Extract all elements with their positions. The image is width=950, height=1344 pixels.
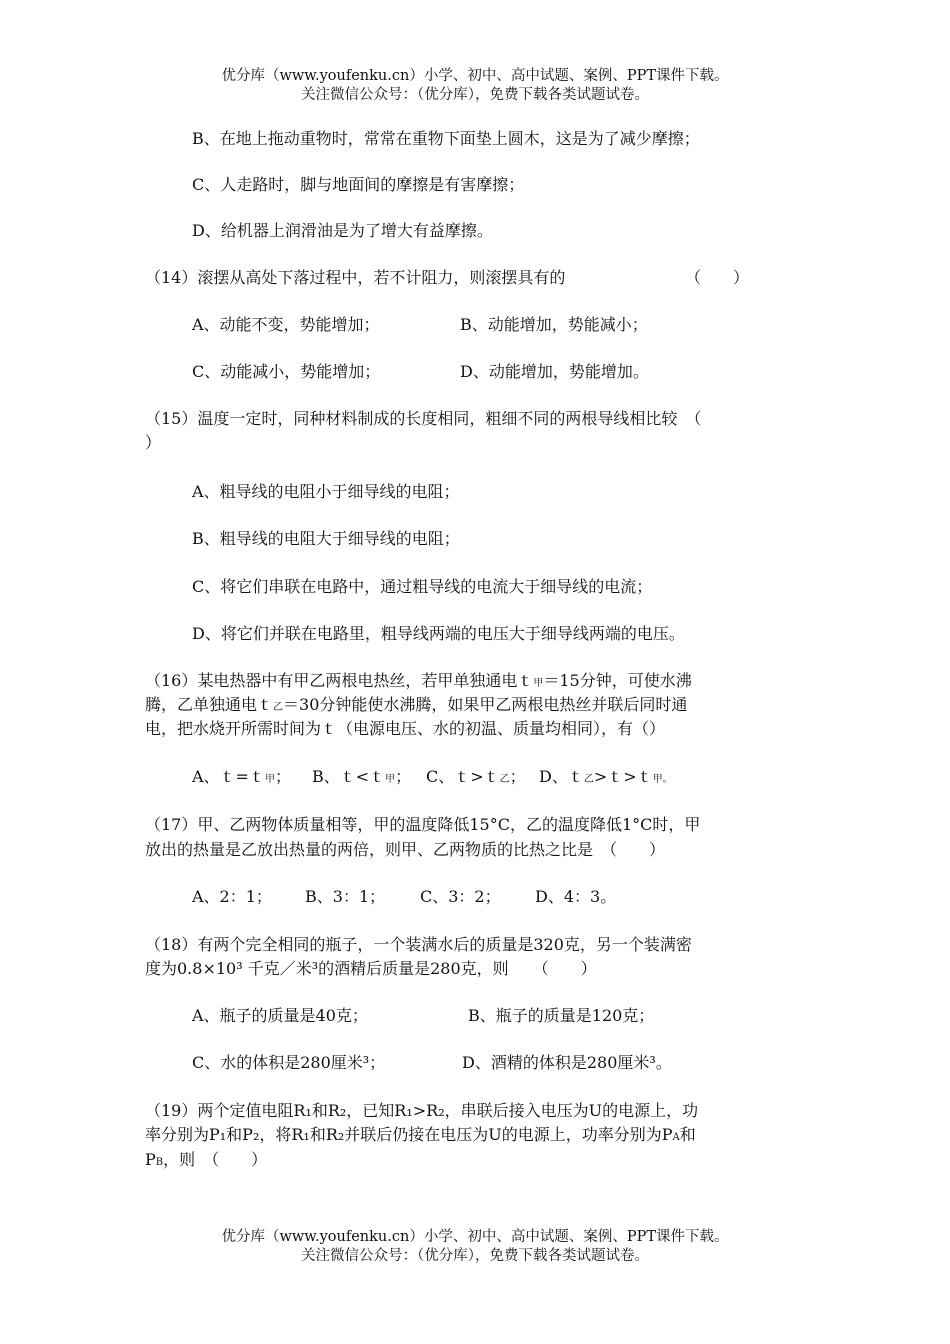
q15-stem-line2: ） — [145, 433, 162, 452]
q16-d-sub1: 乙 — [583, 774, 594, 785]
q16-option-d — [539, 766, 673, 791]
q18-stem-line1: （18）有两个完全相同的瓶子，一个装满水后的质量是320克，另一个装满密 — [145, 935, 692, 954]
q13-option-b: B、在地上拖动重物时，常常在重物下面垫上圆木，这是为了减少摩擦； — [192, 129, 700, 148]
q18-stem-line2: 度为0.8×10³ 千克／米³的酒精后质量是280克，则 （ ） — [145, 959, 597, 978]
footer-line-2: 关注微信公众号：（优分库），免费下载各类试题试卷。 — [301, 1248, 649, 1264]
q19-l3-sub: B — [155, 1157, 164, 1168]
q15-option-a: A、粗导线的电阻小于细导线的电阻； — [192, 482, 460, 501]
header-line-1: 优分库（www.youfenku.cn）小学、初中、高中试题、案例、PPT课件下载。 — [221, 68, 729, 84]
q16-l1-b: ＝15分钟，可使水沸 — [543, 671, 692, 690]
q16-d-sub2: 甲 — [652, 774, 663, 785]
q16-d-mid: >ｔ>ｔ — [593, 767, 653, 786]
q16-b-end: ； — [395, 767, 412, 786]
q16-a-sub: 甲 — [264, 774, 275, 785]
q14-option-c: C、动能减小，势能增加； — [192, 362, 381, 381]
q19-l3-end: ，则 （ ） — [163, 1150, 268, 1169]
q17-option-c: C、3：2； — [420, 887, 501, 906]
q14-option-b: B、动能增加，势能减小； — [460, 315, 648, 334]
q18-option-a: A、瓶子的质量是40克； — [192, 1006, 368, 1025]
q15-option-c: C、将它们串联在电路中，通过粗导线的电流大于细导线的电流； — [192, 577, 653, 596]
q17-option-d: D、4：3。 — [535, 887, 617, 906]
q19-stem-line3 — [145, 1149, 267, 1174]
q16-l2-a: 腾，乙单独通电ｔ — [145, 695, 274, 714]
q19-l2-end: 和 — [679, 1125, 696, 1144]
q19-stem-line2 — [145, 1124, 696, 1149]
q16-c-sub: 乙 — [499, 774, 510, 785]
q18-option-b: B、瓶子的质量是120克； — [468, 1006, 655, 1025]
q15-stem-line1: （15）温度一定时，同种材料制成的长度相同，粗细不同的两根导线相比较 （ — [145, 409, 702, 428]
q16-l1-a: （16）某电热器中有甲乙两根电热丝，若甲单独通电ｔ — [145, 671, 534, 690]
q18-option-d: D、酒精的体积是280厘米³。 — [462, 1053, 672, 1072]
q15-option-d: D、将它们并联在电路里，粗导线两端的电压大于细导线两端的电压。 — [192, 624, 685, 643]
q16-c-end: ； — [509, 767, 526, 786]
q16-b-sub: 甲 — [385, 774, 396, 785]
q19-l2-text: 率分别为P₁和P₂，将R₁和R₂并联后仍接在电压为U的电源上，功率分别为P — [145, 1125, 673, 1144]
q18-option-c: C、水的体积是280厘米³； — [192, 1053, 386, 1072]
q16-c-text: C、ｔ>ｔ — [426, 767, 500, 786]
q19-l2-sub: A — [672, 1132, 680, 1143]
q17-option-a: A、2：1； — [192, 887, 272, 906]
q16-option-c — [426, 766, 526, 791]
footer-line-1: 优分库（www.youfenku.cn）小学、初中、高中试题、案例、PPT课件下载。 — [221, 1229, 729, 1245]
q16-b-text: B、ｔ<ｔ — [312, 767, 386, 786]
q17-option-b: B、3：1； — [305, 887, 386, 906]
q13-option-c: C、人走路时，脚与地面间的摩擦是有害摩擦； — [192, 175, 525, 194]
q16-stem-line2 — [145, 694, 687, 719]
q19-l3-text: P — [145, 1150, 156, 1169]
q16-l1-sub: 甲 — [533, 678, 544, 689]
page-footer — [0, 1228, 950, 1266]
q13-option-d: D、给机器上润滑油是为了增大有益摩擦。 — [192, 221, 493, 240]
q16-l2-b: ＝30分钟能使水沸腾，如果甲乙两根电热丝并联后同时通 — [283, 695, 688, 714]
q15-option-b: B、粗导线的电阻大于细导线的电阻； — [192, 529, 460, 548]
q16-option-a — [192, 766, 291, 791]
q16-stem-line1 — [145, 670, 692, 695]
q14-option-a: A、动能不变，势能增加； — [192, 315, 380, 334]
q16-a-text: A、ｔ=ｔ — [192, 767, 265, 786]
q16-d-end: 。 — [662, 774, 673, 785]
q16-l2-sub: 乙 — [273, 702, 284, 713]
q16-stem-line3: 电，把水烧开所需时间为ｔ（电源电压、水的初温、质量均相同），有（） — [145, 719, 666, 738]
q17-stem-line1: （17）甲、乙两物体质量相等，甲的温度降低15°C，乙的温度降低1°C时，甲 — [145, 815, 701, 834]
q14-answer-blank: （ ） — [685, 268, 750, 287]
header-line-2: 关注微信公众号：（优分库），免费下载各类试题试卷。 — [301, 87, 649, 103]
q14-option-d: D、动能增加，势能增加。 — [460, 362, 649, 381]
q16-a-end: ； — [274, 767, 291, 786]
q17-stem-line2: 放出的热量是乙放出热量的两倍，则甲、乙两物质的比热之比是 （ ） — [145, 840, 666, 859]
q14-stem: （14）滚摆从高处下落过程中，若不计阻力，则滚摆具有的 — [145, 268, 566, 287]
q19-stem-line1: （19）两个定值电阻R₁和R₂，已知R₁>R₂，串联后接入电压为U的电源上，功 — [145, 1101, 699, 1120]
q16-option-b — [312, 766, 411, 791]
page-header — [0, 67, 950, 105]
q16-d-text: D、ｔ — [539, 767, 584, 786]
